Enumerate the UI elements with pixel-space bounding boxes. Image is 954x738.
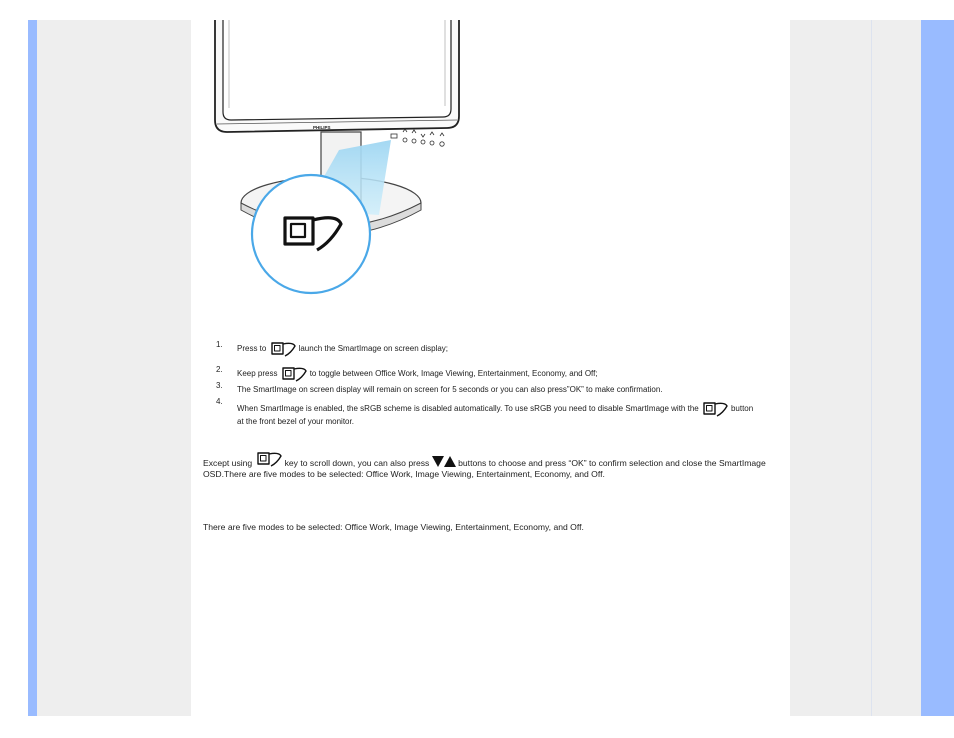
smartimage-icon xyxy=(255,450,285,468)
right-side-panel xyxy=(790,20,921,716)
main-content xyxy=(191,20,790,716)
step-text-after: to toggle between Office Work, Image Viewing, Entertainment, Economy, and Off; xyxy=(309,369,598,378)
step-number: 1. xyxy=(216,340,223,349)
step-number: 4. xyxy=(216,397,223,406)
step-item xyxy=(191,381,761,395)
right-panel-divider xyxy=(871,20,872,716)
philips-logo: PHILIPS xyxy=(313,125,331,130)
step-text-after: launch the SmartImage on screen display; xyxy=(298,344,448,353)
step-text: The SmartImage on screen display will remain on screen for 5 seconds or you can also press”OK” to make confirmation. xyxy=(237,385,663,394)
step-text-before: Keep press xyxy=(237,369,278,378)
step-text-before: When SmartImage is enabled, the sRGB scheme is disabled automatically. To use sRGB you need to disable SmartImage with the xyxy=(237,404,699,414)
paragraph-text: buttons to choose and press “OK” to confirm selection and close the SmartImage OSD.There are five modes to be selected: Office Work, Image Viewing, Entertainment, Economy, and Off. xyxy=(203,458,766,479)
step-text-before: Press to xyxy=(237,344,267,353)
paragraph-text: key to scroll down, you can also press xyxy=(284,458,430,468)
zoom-circle xyxy=(252,175,370,293)
paragraph-modes: There are five modes to be selected: Office Work, Image Viewing, Entertainment, Economy, and Off. xyxy=(203,522,584,532)
left-accent-bar xyxy=(28,20,37,716)
left-side-panel xyxy=(37,20,191,716)
paragraph-navigation xyxy=(203,450,783,480)
step-item xyxy=(191,397,761,427)
paragraph-text: Except using xyxy=(203,458,253,468)
smartimage-icon xyxy=(269,341,299,357)
right-accent-bar[interactable] xyxy=(921,20,954,716)
step-item xyxy=(191,363,761,385)
smartimage-icon xyxy=(701,401,731,417)
step-number: 2. xyxy=(216,365,223,374)
instruction-steps xyxy=(191,336,761,427)
smartimage-icon xyxy=(280,366,310,382)
down-triangle-icon xyxy=(432,456,444,467)
step-text-after: button at the front bezel of your monitor. xyxy=(237,404,754,426)
up-triangle-icon xyxy=(444,456,456,467)
step-item xyxy=(191,336,761,362)
monitor-illustration xyxy=(209,20,469,295)
step-number: 3. xyxy=(216,381,223,390)
front-bezel-buttons xyxy=(391,129,444,146)
